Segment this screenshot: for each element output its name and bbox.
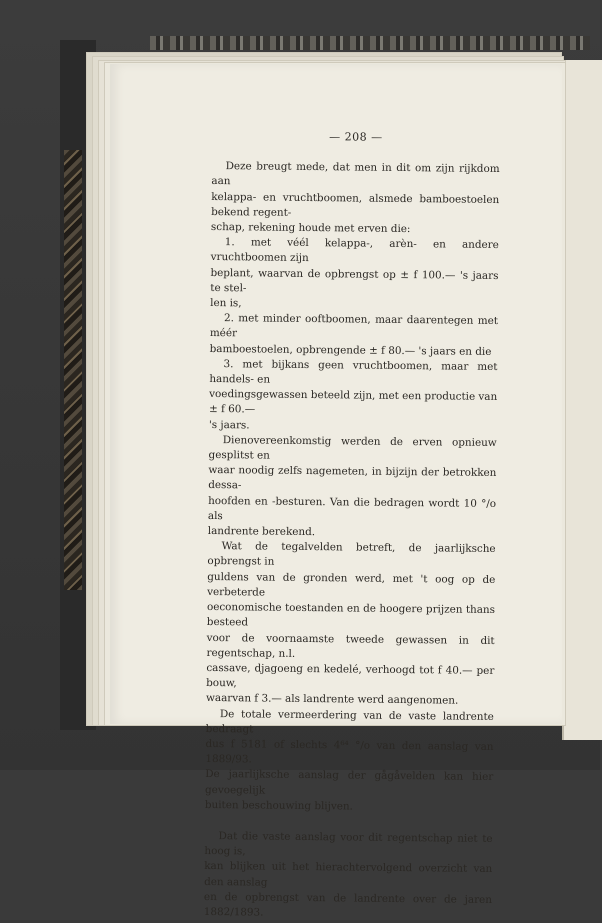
text-line: 3. met bijkans geen vruchtboomen, maar met handels- en [209, 357, 498, 386]
text-line: cassave, djagoeng en kedelé, verhoogd tot f 40.— per bouw, [206, 661, 495, 690]
book-spine-edge [150, 36, 590, 50]
text-line: oeconomische toestanden en de hoogere prijzen thans besteed [206, 601, 496, 629]
text-line: De jaarlijksche aanslag der gågåvelden kan hier gevoegelijk [205, 768, 494, 797]
text-line: voor de voornaamste tweede gewassen in dit regentschap, n.l. [206, 631, 495, 660]
text-line: en de opbrengst van de landrente over de jaren 1882/1893. [203, 890, 492, 919]
text-line: 1. met véél kelappa-, arèn- en andere vruchtboomen zijn [210, 236, 499, 265]
paragraph-p3 [210, 311, 498, 360]
text-line: schap, rekening houde met erven die: [210, 221, 411, 236]
text-line: Dienovereenkomstig werden de erven opnieuw gesplitst en [208, 433, 497, 462]
paragraph-p6 [206, 539, 496, 709]
text-line: De totale vermeerdering van de vaste landrente bedraagt [205, 707, 494, 736]
text-line: buiten beschouwing blijven. [204, 798, 353, 813]
text-line: len is, [210, 297, 242, 310]
facing-page-edge [562, 60, 602, 740]
text-line: guldens van de gronden werd, met 't oog op de verbeterde [207, 570, 496, 599]
text-line: waarvan f 3.— als landrente werd aangenomen. [205, 692, 459, 707]
page-text [204, 128, 500, 923]
paragraph-list [204, 159, 500, 923]
text-line: voedingsgewassen beteeld zijn, met een productie van ± f 60.— [208, 388, 498, 416]
text-line: hoofden en -besturen. Van die bedragen wordt 10 °/o als [207, 494, 497, 523]
text-line: kelappa- en vruchtboomen, alsmede bamboestoelen bekend regent- [211, 190, 500, 219]
paragraph-p4 [209, 357, 498, 436]
marbled-endpaper [64, 150, 82, 590]
text-line: beplant, waarvan de opbrengst op ± f 100.— 's jaars te stel- [210, 266, 499, 295]
text-line: waar noodig zelfs nagemeten, in bijzijn der betrokken dessa- [208, 464, 497, 492]
paragraph-p8 [204, 829, 493, 923]
text-line: bamboestoelen, opbrengende ± f 80.— 's jaars en die [209, 342, 492, 358]
paragraph-p7 [205, 706, 494, 815]
text-line: Deze breugt mede, dat men in dit om zijn rijkdom aan [211, 160, 500, 188]
page-number: — 208 — [329, 130, 383, 144]
paragraph-p5 [208, 433, 497, 542]
text-line: landrente berekend. [207, 525, 316, 539]
text-line: Dat die vaste aanslag voor dit regentschap niet te hoog is, [204, 830, 493, 858]
text-line: dus f 5181 of slechts 4⁶⁴ °/o van den aanslag van 1889/93. [205, 737, 494, 766]
paragraph-p2 [210, 235, 499, 314]
text-line: kan blijken uit het hierachtervolgend overzicht van den aanslag [204, 860, 493, 889]
text-line: 2. met minder ooftboomen, maar daarentegen met méér [209, 312, 499, 340]
paragraph-p1 [211, 159, 500, 238]
text-line: Wat de tegalvelden betreft, de jaarlijksche opbrengst in [207, 540, 496, 569]
text-line: 's jaars. [208, 418, 250, 432]
